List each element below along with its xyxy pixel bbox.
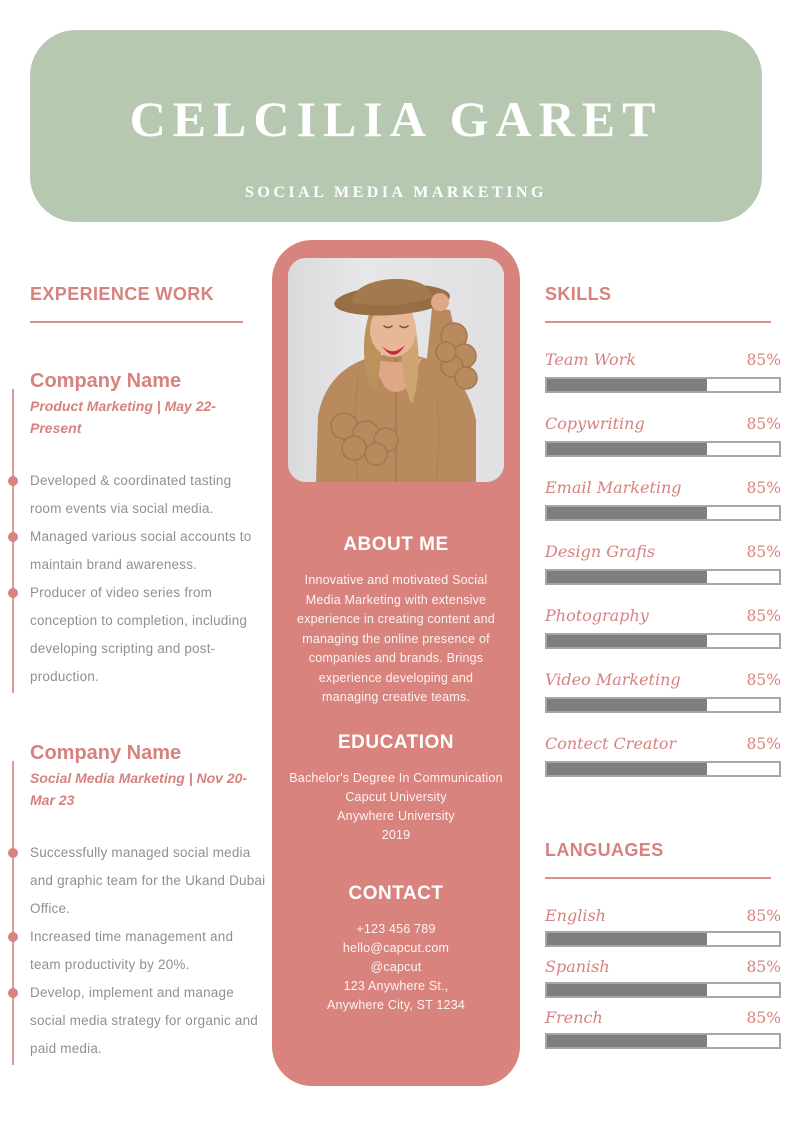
language-progress-fill [547, 933, 707, 945]
skill-item [545, 542, 781, 585]
company-name: Company Name [30, 370, 182, 392]
skill-progressbar [545, 761, 781, 777]
skill-progress-fill [547, 635, 707, 647]
contact-line: 123 Anywhere St., [343, 978, 449, 993]
skill-item [545, 478, 781, 521]
contact-line: +123 456 789 [356, 921, 436, 936]
job-meta: Product Marketing | May 22-Present [30, 398, 216, 436]
languages-list [545, 906, 781, 1049]
skill-progressbar [545, 505, 781, 521]
contact-line: hello@capcut.com [342, 940, 450, 955]
job-bullet: Successfully managed social media and graphic team for the Ukand Dubai Office. [30, 839, 266, 923]
language-progressbar [545, 931, 781, 947]
language-progress-fill [547, 984, 707, 996]
education-line: Bachelor's Degree In Communication [289, 770, 503, 785]
job-bullet: Managed various social accounts to maintain brand awareness. [30, 523, 266, 579]
skill-item [545, 414, 781, 457]
contact-line: Anywhere City, ST 1234 [326, 997, 466, 1012]
language-progress-fill [547, 1035, 707, 1047]
contact-lines [272, 920, 520, 1015]
skills-divider [545, 321, 771, 323]
job-bullet: Increased time management and team productivity by 20%. [30, 923, 266, 979]
language-item [545, 1008, 781, 1049]
job-meta: Social Media Marketing | Nov 20-Mar 23 [30, 770, 248, 808]
skill-progressbar [545, 441, 781, 457]
education-title: EDUCATION [337, 731, 455, 753]
job-bullet: Producer of video series from conception to completion, including developing scripting and post-production. [30, 579, 266, 691]
skill-item [545, 606, 781, 649]
skill-label: Photography [545, 606, 649, 625]
languages-divider [545, 877, 771, 879]
portrait-photo [288, 258, 504, 482]
skill-item [545, 734, 781, 777]
job-bullet-list [30, 467, 266, 691]
skill-percent: 85% [746, 735, 781, 753]
person-name: CELCILIA GARET [129, 91, 663, 147]
language-percent: 85% [746, 907, 781, 925]
profile-panel [272, 240, 520, 1086]
language-percent: 85% [746, 958, 781, 976]
skill-label: Copywriting [545, 414, 645, 433]
skill-progress-fill [547, 571, 707, 583]
skill-progressbar [545, 697, 781, 713]
skill-item [545, 670, 781, 713]
contact-title: CONTACT [348, 882, 444, 904]
language-progressbar [545, 982, 781, 998]
job-entry-2 [30, 741, 266, 1063]
education-line: 2019 [381, 827, 411, 842]
skill-item [545, 350, 781, 393]
skill-label: Team Work [545, 350, 637, 369]
language-label: French [545, 1008, 603, 1027]
skill-progressbar [545, 633, 781, 649]
skill-progress-fill [547, 507, 707, 519]
timeline-line [12, 761, 14, 1065]
person-role: SOCIAL MEDIA MARKETING [245, 184, 547, 201]
language-label: Spanish [545, 957, 610, 976]
company-name: Company Name [30, 742, 182, 764]
experience-title: EXPERIENCE WORK [30, 284, 215, 304]
contact-line: @capcut [370, 959, 422, 974]
experience-divider [30, 321, 243, 323]
skill-percent: 85% [746, 479, 781, 497]
language-progressbar [545, 1033, 781, 1049]
education-line: Anywhere University [337, 808, 455, 823]
education-lines [272, 769, 520, 845]
skill-progress-fill [547, 443, 707, 455]
skill-progressbar [545, 569, 781, 585]
skills-list [545, 350, 781, 777]
skill-label: Video Marketing [545, 670, 681, 689]
experience-section [30, 284, 266, 1063]
language-item [545, 906, 781, 947]
skill-percent: 85% [746, 671, 781, 689]
job-bullet: Develop, implement and manage social media strategy for organic and paid media. [30, 979, 266, 1063]
skill-label: Design Grafis [545, 542, 656, 561]
language-item [545, 957, 781, 998]
skill-label: Email Marketing [545, 478, 682, 497]
languages-title: LANGUAGES [545, 840, 664, 860]
job-bullet-list [30, 839, 266, 1063]
language-label: English [545, 906, 606, 925]
skill-progressbar [545, 377, 781, 393]
skill-progress-fill [547, 763, 707, 775]
skill-label: Contect Creator [545, 734, 677, 753]
skill-percent: 85% [746, 351, 781, 369]
skill-percent: 85% [746, 543, 781, 561]
skill-progress-fill [547, 699, 707, 711]
skill-percent: 85% [746, 607, 781, 625]
about-title: ABOUT ME [343, 534, 449, 555]
job-entry-1 [30, 369, 266, 691]
header-banner [30, 30, 762, 222]
skill-progress-fill [547, 379, 707, 391]
job-bullet: Developed & coordinated tasting room events via social media. [30, 467, 266, 523]
about-text: Innovative and motivated Social Media Marketing with extensive experience in creating content and managing the online presence of companies and brands. Brings experience developing and managing creative teams. [297, 573, 495, 704]
skills-title: SKILLS [545, 284, 612, 304]
skill-percent: 85% [746, 415, 781, 433]
skills-section [545, 284, 781, 1059]
education-line: Capcut University [345, 789, 447, 804]
language-percent: 85% [746, 1009, 781, 1027]
